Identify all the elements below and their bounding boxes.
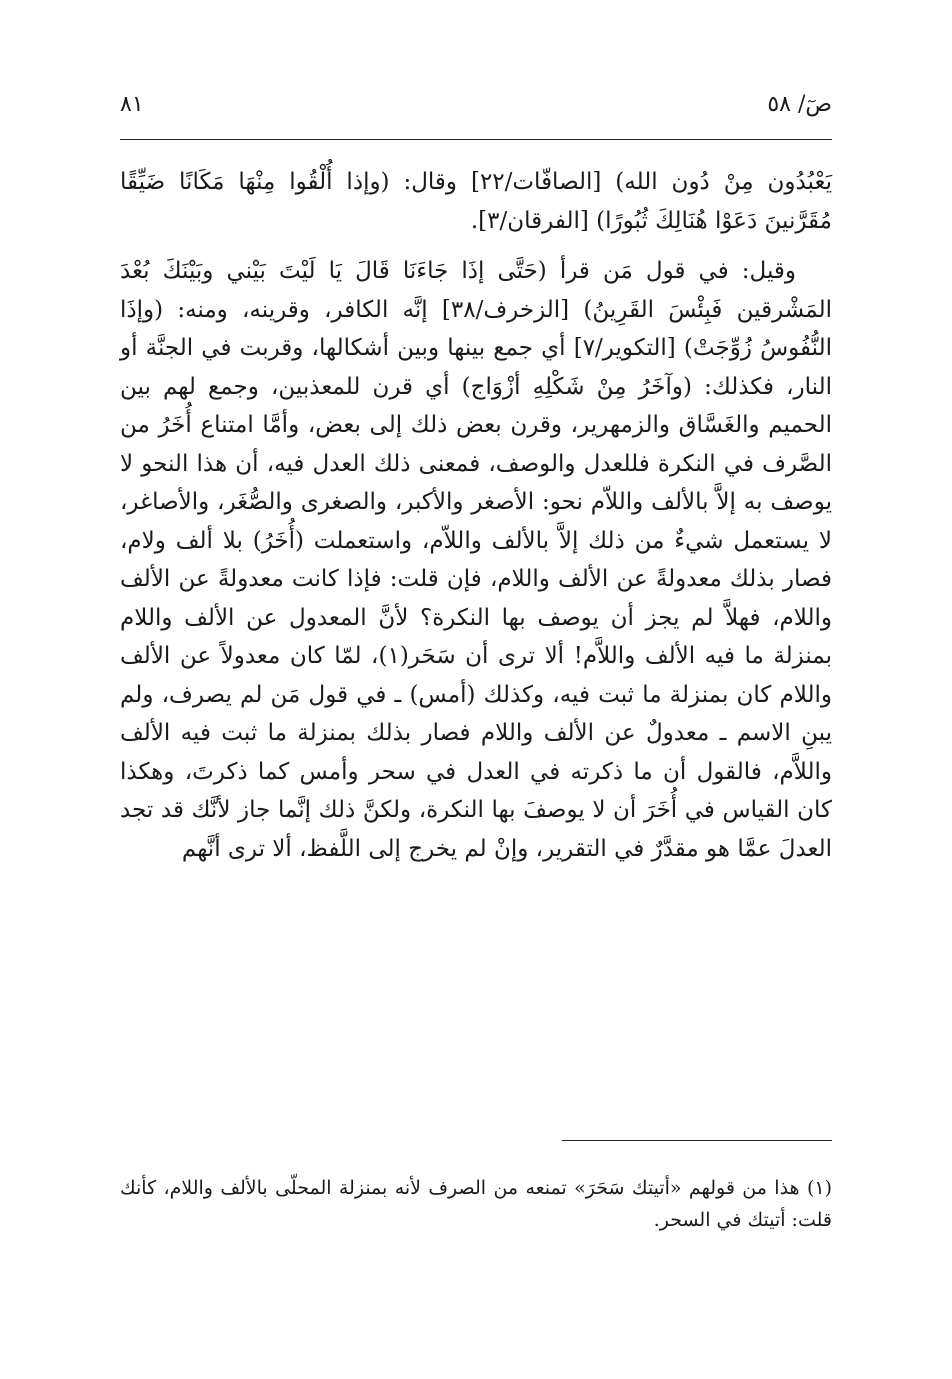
footnotes [120, 1172, 832, 1236]
footnote-divider [562, 1140, 832, 1141]
footnote-1: (١) هذا من قولهم «أتيتك سَحَرَ» تمنعه من الصرف لأنه بمنزلة المحلّى بالألف واللام، كأنك قلت: أتيتك في السحر. [120, 1177, 832, 1231]
header-divider [120, 139, 832, 140]
page-header [120, 92, 832, 132]
main-text [120, 163, 832, 868]
paragraph: وقيل: في قول مَن قرأ (حَتَّى إذَا جَاءَنَا قَالَ يَا لَيْتَ بَيْني وبَيْنَكَ بُعْدَ المَشْرقين فَبِئْسَ القَرِينُ) [الزخرف/٣٨] إنَّه الكافر، وقرينه، ومنه: (وإذَا النُّفُوسُ زُوِّجَتْ) [التكوير/٧] أي جمع بينها وبين أشكالها، وقربت في الجنَّة أو النار، فكذلك: (وآخَرُ مِنْ شَكْلِهِ أزْوَاج) أي قرن للمعذبين، وجمع لهم بين الحميم والغَسَّاق والزمهرير، وقرن بعض ذلك إلى بعض، وأمَّا امتناع أُخَرُ من الصَّرف في النكرة فللعدل والوصف، فمعنى ذلك العدل فيه، أن هذا النحو لا يوصف به إلاَّ بالألف واللاّم نحو: الأصغر والأكبر، والصغرى والصُّغَر، والأصاغر، لا يستعمل شيءٌ من ذلك إلاَّ بالألف واللاّم، واستعملت (أُخَرُ) بلا ألف ولام، فصار بذلك معدولةً عن الألف واللام، فإن قلت: فإذا كانت معدولةً عن الألف واللام، فهلاَّ لم يجز أن يوصف بها النكرة؟ لأنَّ المعدول عن الألف واللام بمنزلة ما فيه الألف واللاَّم! ألا ترى أن سَحَر(١)، لمّا كان معدولاً عن الألف واللام كان بمنزلة ما ثبت فيه، وكذلك (أمس) ـ في قول مَن لم يصرف، ولم يبنِ الاسم ـ معدولٌ عن الألف واللام فصار بذلك بمنزلة ما ثبت فيه الألف واللاَّم، فالقول أن ما ذكرته في العدل في سحر وأمس كما ذكرتَ، وهكذا كان القياس في أُخَرَ أن لا يوصفَ بها النكرة، ولكنَّ ذلك إنَّما جاز لأنَّك قد تجد العدلَ عمَّا هو مقدَّرٌ في التقرير، وإنْ لم يخرج إلى اللَّفظ، ألا ترى أنَّهم [120, 258, 833, 862]
page-reference: صٓ/ ٥٨ [767, 92, 832, 117]
paragraph-continuation: يَعْبُدُون مِنْ دُون الله) [الصافّات/٢٢] وقال: (وإذا أُلْقُوا مِنْهَا مَكَانًا ضَيِّقًا مُقَرَّنينَ دَعَوْا هُنَالِكَ ثُبُورًا) [الفرقان/٣]. [120, 169, 832, 234]
page-number: ٨١ [120, 92, 144, 117]
